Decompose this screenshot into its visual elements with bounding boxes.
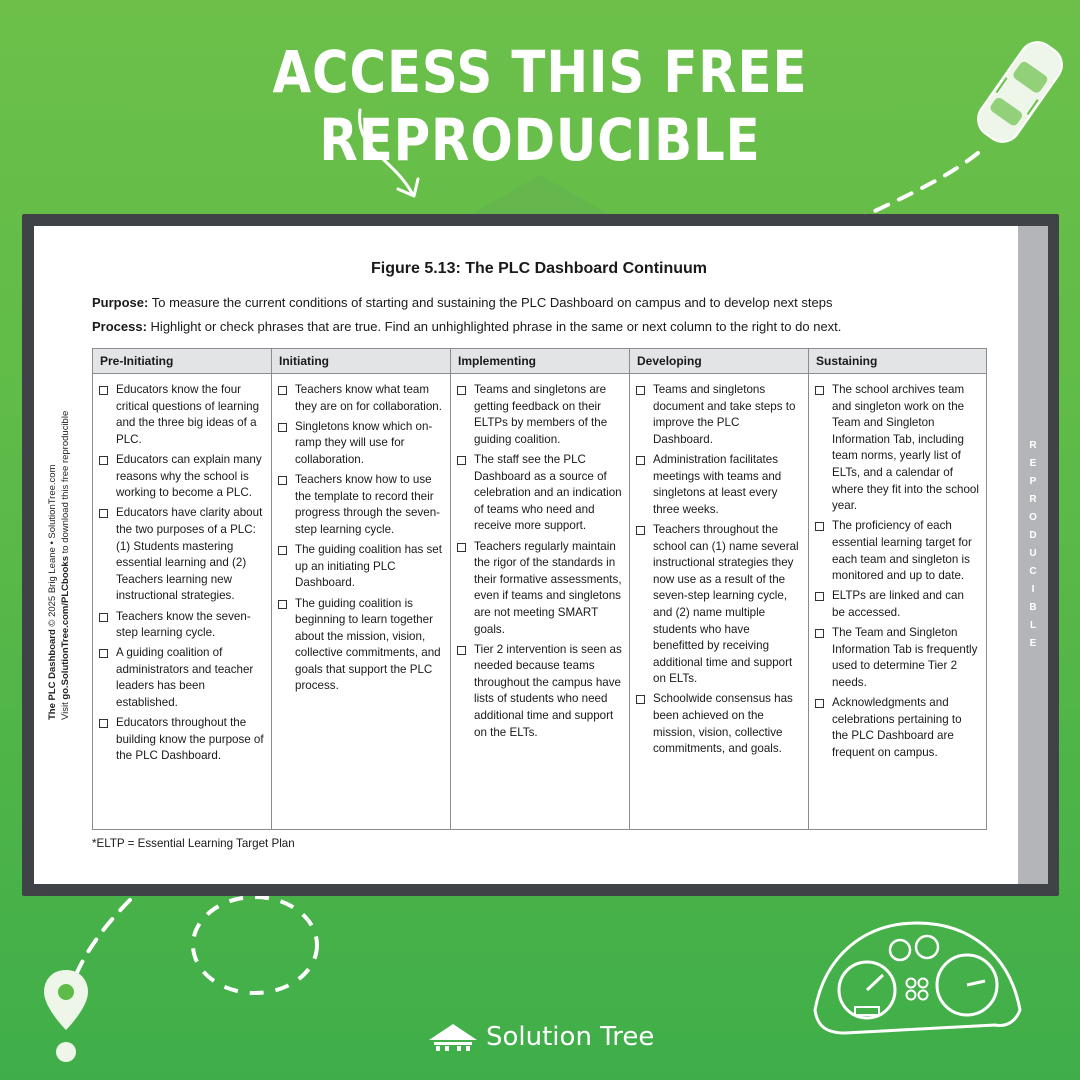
column-header-pre-initiating: Pre-Initiating — [93, 349, 272, 374]
checkbox-icon[interactable] — [99, 456, 108, 465]
checkbox-icon[interactable] — [278, 600, 287, 609]
checkbox-icon[interactable] — [99, 613, 108, 622]
checklist-item-text: Singletons know which on-ramp they will use for collaboration. — [295, 419, 433, 466]
checklist-item — [636, 691, 802, 757]
checklist-item — [99, 505, 265, 605]
checkbox-icon[interactable] — [457, 386, 466, 395]
checkbox-icon[interactable] — [278, 423, 287, 432]
checklist-item — [815, 518, 980, 584]
checkbox-icon[interactable] — [815, 386, 824, 395]
dashed-path-top — [850, 145, 990, 225]
checklist-item — [99, 645, 265, 711]
checklist-item — [457, 452, 623, 535]
credit-text: The PLC Dashboard © 2025 Brig Leane • SolutionTree.com Visit go.SolutionTree.com/PLCbooks to download this free reproducible — [47, 410, 71, 720]
checklist-item-text: Administration facilitates meetings with teams and singletons at least every three weeks. — [653, 452, 782, 516]
column-cell — [809, 374, 987, 830]
checklist-item — [815, 625, 980, 691]
checklist-item-text: Tier 2 intervention is seen as needed because teams throughout the campus have lists of students who need additional time and support on the ELTs. — [474, 642, 622, 739]
checklist-item-text: Teachers regularly maintain the rigor of the standards in their formative assessments, even if teams and singletons are not meeting SMART goals. — [474, 539, 622, 636]
side-label-letter: D — [1029, 530, 1037, 541]
checklist-item-text: The school archives team and singleton work on the Team and Singleton Information Tab, including team norms, yearly list of ELTs, and a calendar of where they fit into the school year. — [832, 383, 979, 513]
checklist-item-text: The proficiency of each essential learning target for each team and singleton is monitored and up to date. — [832, 519, 972, 583]
checkbox-icon[interactable] — [278, 386, 287, 395]
continuum-table — [92, 348, 987, 830]
process-text: Highlight or check phrases that are true. Find an unhighlighted phrase in the same or next column to the right to do next. — [150, 319, 842, 334]
checkbox-icon[interactable] — [99, 649, 108, 658]
column-cell — [93, 374, 272, 830]
checklist-item-text: A guiding coalition of administrators and teacher leaders has been established. — [116, 646, 254, 710]
checkbox-icon[interactable] — [457, 543, 466, 552]
checkbox-icon[interactable] — [457, 456, 466, 465]
map-pin-icon — [40, 968, 92, 1064]
checklist-item-text: The staff see the PLC Dashboard as a source of celebration and an indication of teams who need and receive more support. — [474, 452, 622, 533]
checkbox-icon[interactable] — [636, 526, 645, 535]
checklist-item-text: Teachers know what team they are on for collaboration. — [295, 383, 442, 413]
checklist-item-text: ELTPs are linked and can be accessed. — [832, 589, 964, 619]
checklist-item — [815, 695, 980, 761]
checklist-item — [815, 588, 980, 621]
checklist-item-text: Teams and singletons document and take steps to improve the PLC Dashboard. — [653, 383, 796, 446]
side-label-letter: B — [1029, 602, 1037, 613]
checklist-item — [278, 542, 444, 592]
checkbox-icon[interactable] — [815, 699, 824, 708]
column-cell — [451, 374, 630, 830]
checkbox-icon[interactable] — [99, 386, 108, 395]
process-label: Process: — [92, 319, 147, 334]
checklist-item — [99, 382, 265, 448]
checkbox-icon[interactable] — [815, 592, 824, 601]
checklist-item — [99, 609, 265, 642]
side-label-letter: U — [1029, 548, 1037, 559]
banner-headline: ACCESS THIS FREE REPRODUCIBLE — [272, 38, 808, 174]
checklist-item-text: Teams and singletons are getting feedback on their ELTPs by members of the guiding coalition. — [474, 383, 608, 446]
checklist-item-text: Acknowledgments and celebrations pertaining to the PLC Dashboard are frequent on campus. — [832, 696, 962, 759]
side-label-letter: I — [1031, 584, 1035, 595]
checklist-item — [636, 452, 802, 518]
solution-tree-logo — [428, 1022, 654, 1052]
checklist-item-text: The guiding coalition has set up an initiating PLC Dashboard. — [295, 543, 442, 590]
column-header-sustaining: Sustaining — [809, 349, 987, 374]
checklist-item — [278, 472, 444, 538]
checkbox-icon[interactable] — [815, 629, 824, 638]
column-header-implementing: Implementing — [451, 349, 630, 374]
checklist-item-text: Teachers throughout the school can (1) name several instructional strategies they now use as a result of the seven-step learning cycle, and (2) name multiple students who have benefitted by receiving additional time and support on ELTs. — [653, 522, 799, 686]
checkbox-icon[interactable] — [278, 546, 287, 555]
dashed-path-bottom — [60, 890, 350, 1040]
side-label-letter: E — [1029, 638, 1037, 649]
footnote: *ELTP = Essential Learning Target Plan — [92, 837, 295, 850]
curved-arrow-icon — [350, 105, 440, 205]
checklist-item — [278, 419, 444, 469]
side-label-letter: R — [1029, 440, 1037, 451]
speedometer-dashboard-icon — [805, 915, 1030, 1040]
checklist-item — [278, 382, 444, 415]
purpose-text: To measure the current conditions of starting and sustaining the PLC Dashboard on campus and to develop next steps — [151, 295, 833, 310]
figure-title: Figure 5.13: The PLC Dashboard Continuum — [370, 260, 708, 277]
side-label-letter: E — [1029, 458, 1037, 469]
checklist-item-text: Educators know the four critical questions of learning and the three big ideas of a PLC. — [116, 383, 260, 446]
checklist-item — [636, 522, 802, 688]
table-header-row — [93, 349, 987, 374]
side-label-letter: P — [1029, 476, 1037, 487]
column-header-initiating: Initiating — [272, 349, 451, 374]
checklist-item — [278, 596, 444, 696]
checkbox-icon[interactable] — [636, 456, 645, 465]
checklist-item — [457, 382, 623, 448]
checklist-item — [636, 382, 802, 448]
process-line — [92, 319, 841, 334]
checklist-item-text: Schoolwide consensus has been achieved on the mission, vision, collective commitments, and goals. — [653, 692, 793, 756]
purpose-label: Purpose: — [92, 295, 149, 310]
checkbox-icon[interactable] — [457, 646, 466, 655]
side-label-letter: O — [1029, 512, 1037, 523]
checklist-item-text: Teachers know the seven-step learning cycle. — [116, 609, 251, 640]
brand-name: Solution Tree — [486, 1022, 655, 1052]
checklist-item-text: Educators have clarity about the two purposes of a PLC: (1) Students mastering essential learning and (2) Teachers learning new instructional strategies. — [116, 506, 263, 603]
reproducible-side-label — [1018, 440, 1048, 649]
checkbox-icon[interactable] — [99, 719, 108, 728]
checkbox-icon[interactable] — [99, 509, 108, 518]
column-cell — [272, 374, 451, 830]
checklist-item-text: The Team and Singleton Information Tab is frequently used to determine Tier 2 needs. — [832, 626, 978, 689]
checkbox-icon[interactable] — [278, 476, 287, 485]
checklist-item — [457, 539, 623, 639]
checklist-item-text: Educators can explain many reasons why the school is working to become a PLC. — [116, 452, 262, 500]
checklist-item-text: The guiding coalition is beginning to learn together about the mission, vision, collective commitments, and goals that support the PLC process. — [295, 596, 441, 693]
checkbox-icon[interactable] — [815, 522, 824, 531]
side-label-letter: C — [1029, 566, 1037, 577]
checkbox-icon[interactable] — [636, 695, 645, 704]
side-label-letter: R — [1029, 494, 1037, 505]
side-label-letter: L — [1029, 620, 1037, 631]
checklist-item-text: Educators throughout the building know the purpose of the PLC Dashboard. — [116, 716, 264, 763]
table-body-row — [93, 374, 987, 830]
checklist-item — [457, 642, 623, 742]
column-header-developing: Developing — [630, 349, 809, 374]
purpose-line — [92, 295, 832, 310]
checkbox-icon[interactable] — [636, 386, 645, 395]
checklist-item — [815, 382, 980, 515]
car-icon — [965, 30, 1075, 155]
checklist-item — [99, 452, 265, 502]
checklist-item-text: Teachers know how to use the template to record their progress through the seven-step learning cycle. — [295, 473, 441, 536]
tree-logo-icon — [428, 1023, 478, 1051]
column-cell — [630, 374, 809, 830]
checklist-item — [99, 715, 265, 765]
